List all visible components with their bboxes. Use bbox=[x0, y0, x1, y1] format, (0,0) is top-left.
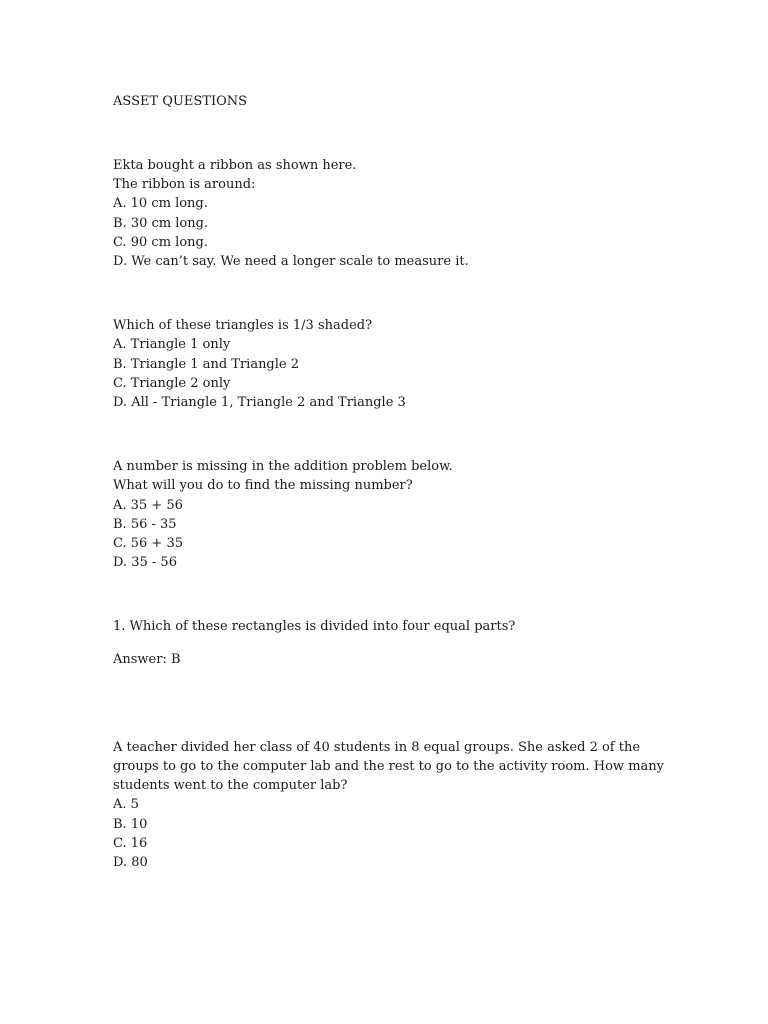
option-d: D. 80 bbox=[113, 855, 148, 871]
option-a: A. Triangle 1 only bbox=[113, 337, 231, 353]
option-c: C. 90 cm long. bbox=[113, 234, 208, 250]
question-teacher-groups bbox=[113, 738, 673, 872]
option-a: A. 10 cm long. bbox=[113, 196, 208, 212]
answer-options bbox=[113, 335, 673, 412]
question-ribbon bbox=[113, 156, 673, 271]
option-c: C. 56 + 35 bbox=[113, 536, 183, 552]
option-c: C. 16 bbox=[113, 835, 148, 851]
question-text: A number is missing in the addition problem below. bbox=[113, 459, 453, 475]
option-d: D. All - Triangle 1, Triangle 2 and Triangle 3 bbox=[113, 395, 406, 411]
document-title: ASSET QUESTIONS bbox=[113, 94, 248, 109]
question-rectangles bbox=[113, 617, 673, 668]
option-c: C. Triangle 2 only bbox=[113, 375, 231, 391]
question-text: 1. Which of these rectangles is divided into four equal parts? bbox=[113, 619, 516, 635]
option-b: B. 56 - 35 bbox=[113, 516, 177, 532]
option-b: B. 30 cm long. bbox=[113, 215, 209, 231]
answer-options bbox=[113, 795, 673, 872]
option-d: D. 35 - 56 bbox=[113, 555, 177, 571]
option-a: A. 35 + 56 bbox=[113, 497, 183, 513]
question-text: Ekta bought a ribbon as shown here. bbox=[113, 158, 357, 173]
question-text: The ribbon is around: bbox=[113, 177, 256, 193]
question-missing-number bbox=[113, 457, 673, 572]
answer-text: Answer: B bbox=[113, 651, 181, 667]
option-d: D. We can’t say. We need a longer scale to measure it. bbox=[113, 254, 469, 270]
question-text: A teacher divided her class of 40 students in 8 equal groups. She asked 2 of the groups to go to the computer lab and the rest to go to the activity room. How many students went to the computer lab? bbox=[113, 739, 664, 794]
answer-options bbox=[113, 496, 673, 573]
question-text: Which of these triangles is 1/3 shaded? bbox=[113, 318, 373, 334]
question-text: What will you do to find the missing number? bbox=[113, 478, 413, 494]
document-page bbox=[113, 92, 673, 872]
answer-options bbox=[113, 194, 673, 271]
option-b: B. 10 bbox=[113, 816, 148, 832]
question-triangles bbox=[113, 316, 673, 412]
option-a: A. 5 bbox=[113, 797, 139, 813]
option-b: B. Triangle 1 and Triangle 2 bbox=[113, 356, 300, 372]
